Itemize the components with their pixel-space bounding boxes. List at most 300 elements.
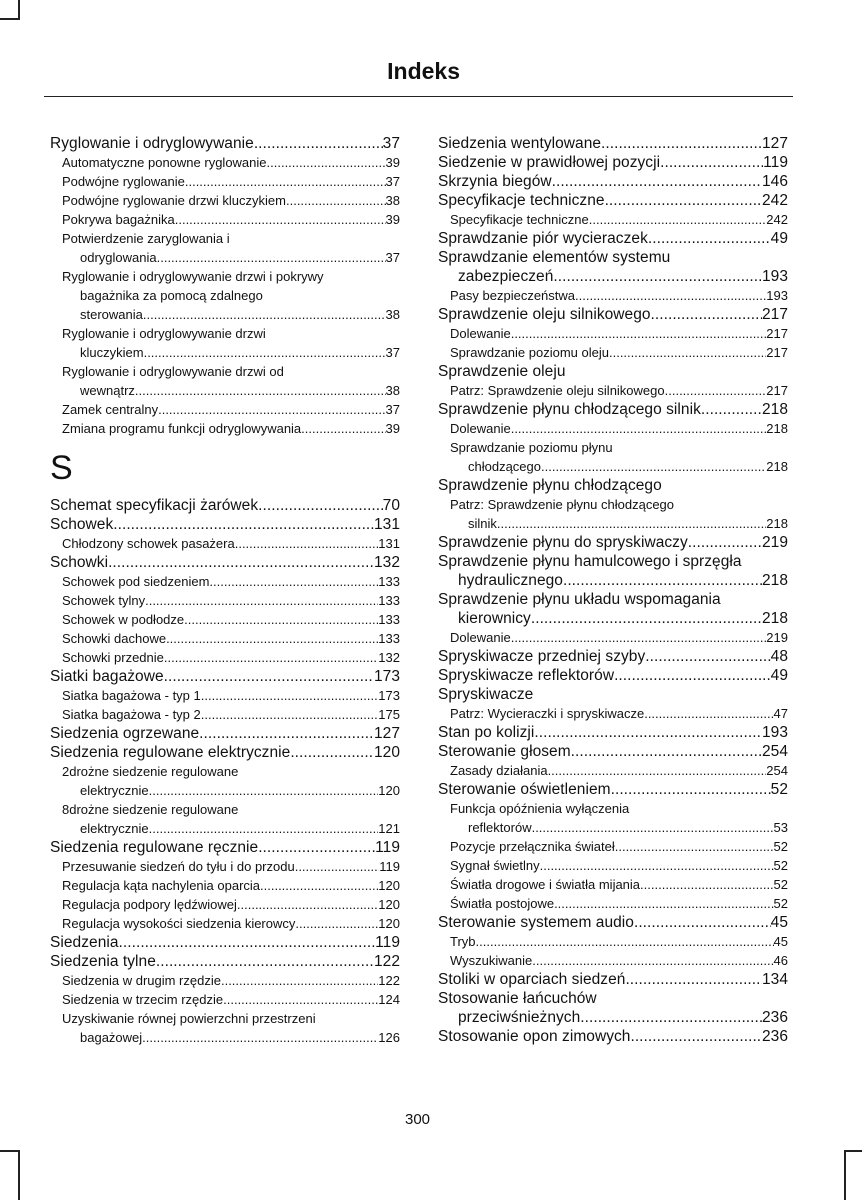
entry-page-number: 133 xyxy=(378,574,400,589)
dot-leader xyxy=(532,951,773,970)
entry-label: Stosowanie opon zimowych xyxy=(438,1028,631,1045)
index-subentry xyxy=(50,286,400,305)
index-column-right xyxy=(438,134,788,1046)
entry-page-number: 120 xyxy=(373,744,400,761)
index-entry xyxy=(438,533,788,552)
entry-label: bagażowej xyxy=(80,1030,143,1045)
dot-leader xyxy=(157,248,386,267)
index-entry xyxy=(438,685,788,704)
index-subentry xyxy=(50,210,400,229)
dot-leader xyxy=(552,172,762,191)
dot-leader xyxy=(611,780,771,799)
index-subentry xyxy=(438,343,788,362)
index-subentry xyxy=(50,781,400,800)
dot-leader xyxy=(166,629,378,648)
index-subentry xyxy=(50,648,400,667)
entry-label: silnik xyxy=(468,516,497,531)
dot-leader xyxy=(145,591,378,610)
entry-label: kierownicy xyxy=(458,610,531,627)
entry-page-number: 218 xyxy=(766,459,788,474)
entry-page-number: 45 xyxy=(773,934,788,949)
entry-page-number: 70 xyxy=(382,497,400,514)
dot-leader xyxy=(143,305,386,324)
index-subentry xyxy=(50,191,400,210)
entry-label: Zasady działania xyxy=(450,763,548,778)
entry-page-number: 47 xyxy=(773,706,788,721)
index-subentry xyxy=(438,799,788,818)
index-section-letter: S xyxy=(50,449,73,487)
entry-label: Sprawdzanie elementów systemu xyxy=(438,249,671,266)
entry-label: Schowki dachowe xyxy=(62,631,167,646)
entry-page-number: 175 xyxy=(378,707,400,722)
dot-leader xyxy=(534,723,762,742)
index-subentry xyxy=(50,267,400,286)
dot-leader xyxy=(634,913,771,932)
entry-page-number: 120 xyxy=(378,878,400,893)
entry-label: Patrz: Sprawdzenie płynu chłodzącego xyxy=(450,497,675,512)
dot-leader xyxy=(108,553,374,572)
dot-leader xyxy=(511,419,767,438)
index-subentry xyxy=(50,229,400,248)
page-number: 300 xyxy=(405,1111,431,1128)
entry-label: Spryskiwacze przedniej szyby xyxy=(438,648,646,665)
index-subentry xyxy=(438,457,788,476)
dot-leader xyxy=(614,666,771,685)
header-rule xyxy=(44,96,793,97)
index-entry xyxy=(438,1027,788,1046)
entry-label: Sprawdzanie poziomu oleju xyxy=(450,345,609,360)
index-entry xyxy=(438,609,788,628)
entry-label: Podwójne ryglowanie xyxy=(62,174,185,189)
entry-label: Schowek pod siedzeniem xyxy=(62,574,210,589)
entry-label: Sprawdzenie płynu układu wspomagania xyxy=(438,591,721,608)
entry-label: Schowek xyxy=(50,516,114,533)
index-subentry xyxy=(50,819,400,838)
entry-page-number: 217 xyxy=(766,326,788,341)
index-subentry xyxy=(50,610,400,629)
entry-page-number: 37 xyxy=(385,174,400,189)
entry-page-number: 37 xyxy=(385,345,400,360)
entry-label: Zamek centralny xyxy=(62,402,159,417)
index-entry xyxy=(50,667,400,686)
dot-leader xyxy=(665,381,767,400)
dot-leader xyxy=(645,647,770,666)
entry-label: Funkcja opóźnienia wyłączenia xyxy=(450,801,630,816)
dot-leader xyxy=(156,952,374,971)
crop-mark-top-left-horizontal xyxy=(0,18,20,20)
dot-leader xyxy=(149,819,379,838)
index-subentry xyxy=(438,438,788,457)
index-entry xyxy=(50,515,400,534)
entry-label: Siedzenia w trzecim rzędzie xyxy=(62,992,224,1007)
dot-leader xyxy=(531,609,762,628)
entry-page-number: 127 xyxy=(761,135,788,152)
entry-page-number: 173 xyxy=(378,688,400,703)
index-entry xyxy=(438,571,788,590)
entry-label: Światła postojowe xyxy=(450,896,555,911)
entry-page-number: 131 xyxy=(378,536,400,551)
entry-page-number: 52 xyxy=(773,877,788,892)
entry-page-number: 133 xyxy=(378,631,400,646)
entry-page-number: 218 xyxy=(761,572,788,589)
index-entry xyxy=(438,476,788,495)
entry-label: Schemat specyfikacji żarówek xyxy=(50,497,259,514)
entry-page-number: 133 xyxy=(378,612,400,627)
index-entry xyxy=(438,666,788,685)
entry-label: Sprawdzanie poziomu płynu xyxy=(450,440,613,455)
entry-label: Regulacja podpory lędźwiowej xyxy=(62,897,237,912)
dot-leader xyxy=(571,742,762,761)
entry-label: hydraulicznego xyxy=(458,572,563,589)
dot-leader xyxy=(260,876,378,895)
entry-page-number: 37 xyxy=(382,135,400,152)
index-subentry xyxy=(50,857,400,876)
index-entry xyxy=(438,970,788,989)
dot-leader xyxy=(258,838,375,857)
entry-label: Automatyczne ponowne ryglowanie xyxy=(62,155,267,170)
entry-label: Skrzynia biegów xyxy=(438,173,552,190)
entry-label: kluczykiem xyxy=(80,345,144,360)
dot-leader xyxy=(164,667,374,686)
entry-page-number: 124 xyxy=(378,992,400,1007)
dot-leader xyxy=(235,534,379,553)
dot-leader xyxy=(688,533,762,552)
index-subentry xyxy=(438,761,788,780)
entry-label: Siedzenia regulowane ręcznie xyxy=(50,839,259,856)
index-entry xyxy=(438,913,788,932)
entry-page-number: 217 xyxy=(766,345,788,360)
dot-leader xyxy=(149,781,379,800)
dot-leader xyxy=(580,1008,762,1027)
entry-label: Stan po kolizji xyxy=(438,724,535,741)
dot-leader xyxy=(625,970,762,989)
index-entry xyxy=(50,743,400,762)
entry-label: Sprawdzenie płynu do spryskiwaczy xyxy=(438,534,688,551)
entry-page-number: 52 xyxy=(773,858,788,873)
index-entry xyxy=(438,191,788,210)
entry-label: Światła drogowe i światła mijania xyxy=(450,877,641,892)
dot-leader xyxy=(532,818,774,837)
index-subentry xyxy=(50,629,400,648)
index-entry xyxy=(438,362,788,381)
index-subentry xyxy=(50,990,400,1009)
dot-leader xyxy=(575,286,766,305)
dot-leader xyxy=(237,895,378,914)
entry-label: Siedzenia regulowane elektrycznie xyxy=(50,744,291,761)
index-entry xyxy=(438,780,788,799)
index-entry xyxy=(50,933,400,952)
dot-leader xyxy=(511,324,767,343)
entry-label: Sterowanie oświetleniem xyxy=(438,781,611,798)
dot-leader xyxy=(615,837,774,856)
entry-label: chłodzącego xyxy=(468,459,541,474)
dot-leader xyxy=(223,990,378,1009)
index-entry xyxy=(438,248,788,267)
entry-page-number: 39 xyxy=(385,212,400,227)
entry-page-number: 121 xyxy=(378,821,400,836)
index-subentry xyxy=(50,895,400,914)
entry-label: Sterowanie systemem audio xyxy=(438,914,634,931)
dot-leader xyxy=(184,610,378,629)
index-subentry xyxy=(50,914,400,933)
index-entry xyxy=(438,590,788,609)
dot-leader xyxy=(142,1028,378,1047)
entry-label: Schowek tylny xyxy=(62,593,146,608)
entry-page-number: 38 xyxy=(385,307,400,322)
entry-page-number: 134 xyxy=(761,971,788,988)
entry-page-number: 49 xyxy=(770,230,788,247)
entry-label: Pasy bezpieczeństwa xyxy=(450,288,576,303)
entry-page-number: 39 xyxy=(385,155,400,170)
dot-leader xyxy=(295,857,380,876)
entry-page-number: 193 xyxy=(761,268,788,285)
dot-leader xyxy=(258,496,383,515)
dot-leader xyxy=(201,686,379,705)
entry-label: 8drożne siedzenie regulowane xyxy=(62,802,239,817)
entry-label: Uzyskiwanie równej powierzchni przestrzeni xyxy=(62,1011,316,1026)
entry-page-number: 38 xyxy=(385,193,400,208)
entry-label: odryglowania xyxy=(80,250,157,265)
index-entry xyxy=(438,229,788,248)
dot-leader xyxy=(640,875,774,894)
entry-label: Ryglowanie i odryglowywanie drzwi od xyxy=(62,364,284,379)
entry-page-number: 236 xyxy=(761,1028,788,1045)
index-entry xyxy=(438,267,788,286)
entry-label: Podwójne ryglowanie drzwi kluczykiem xyxy=(62,193,286,208)
entry-label: Schowki xyxy=(50,554,109,571)
entry-page-number: 127 xyxy=(373,725,400,742)
entry-page-number: 146 xyxy=(761,173,788,190)
index-entry xyxy=(438,400,788,419)
entry-page-number: 236 xyxy=(761,1009,788,1026)
entry-label: Sprawdzenie płynu chłodzącego xyxy=(438,477,662,494)
dot-leader xyxy=(209,572,378,591)
dot-leader xyxy=(286,191,386,210)
entry-page-number: 173 xyxy=(373,668,400,685)
entry-label: Siedzenia xyxy=(50,934,119,951)
entry-label: Siatka bagażowa - typ 2 xyxy=(62,707,201,722)
index-subentry xyxy=(438,419,788,438)
index-subentry xyxy=(50,343,400,362)
entry-page-number: 217 xyxy=(766,383,788,398)
dot-leader xyxy=(290,743,374,762)
entry-label: Patrz: Sprawdzenie oleju silnikowego xyxy=(450,383,665,398)
index-entry xyxy=(438,742,788,761)
index-subentry xyxy=(50,172,400,191)
index-subentry xyxy=(50,876,400,895)
entry-label: Siatki bagażowe xyxy=(50,668,164,685)
entry-page-number: 120 xyxy=(378,916,400,931)
dot-leader xyxy=(701,400,762,419)
entry-page-number: 219 xyxy=(761,534,788,551)
dot-leader xyxy=(119,933,376,952)
entry-label: Spryskiwacze xyxy=(438,686,534,703)
dot-leader xyxy=(301,419,385,438)
dot-leader xyxy=(175,210,386,229)
entry-label: Dolewanie xyxy=(450,326,511,341)
index-subentry xyxy=(50,419,400,438)
entry-page-number: 218 xyxy=(766,516,788,531)
dot-leader xyxy=(144,343,386,362)
index-subentry xyxy=(438,837,788,856)
dot-leader xyxy=(644,704,773,723)
entry-label: Siedzenia tylne xyxy=(50,953,156,970)
index-subentry xyxy=(50,705,400,724)
index-subentry xyxy=(50,305,400,324)
entry-label: Ryglowanie i odryglowywanie drzwi xyxy=(62,326,266,341)
dot-leader xyxy=(295,914,378,933)
entry-label: Siedzenie w prawidłowej pozycji xyxy=(438,154,661,171)
entry-label: wewnątrz xyxy=(80,383,135,398)
dot-leader xyxy=(541,457,766,476)
dot-leader xyxy=(511,628,767,647)
dot-leader xyxy=(164,648,378,667)
entry-label: Regulacja wysokości siedzenia kierowcy xyxy=(62,916,296,931)
entry-page-number: 217 xyxy=(761,306,788,323)
entry-label: Spryskiwacze reflektorów xyxy=(438,667,615,684)
dot-leader xyxy=(158,400,385,419)
index-entry xyxy=(50,838,400,857)
index-subentry xyxy=(50,400,400,419)
entry-label: Regulacja kąta nachylenia oparcia xyxy=(62,878,261,893)
entry-page-number: 38 xyxy=(385,383,400,398)
entry-page-number: 37 xyxy=(385,250,400,265)
entry-label: Stoliki w oparciach siedzeń xyxy=(438,971,626,988)
entry-label: 2drożne siedzenie regulowane xyxy=(62,764,239,779)
dot-leader xyxy=(609,343,766,362)
entry-label: Siedzenia w drugim rzędzie xyxy=(62,973,221,988)
entry-label: Schowek w podłodze xyxy=(62,612,185,627)
entry-label: Pozycje przełącznika świateł xyxy=(450,839,615,854)
entry-page-number: 122 xyxy=(373,953,400,970)
entry-label: Chłodzony schowek pasażera xyxy=(62,536,235,551)
index-subentry xyxy=(438,495,788,514)
entry-label: Stosowanie łańcuchów xyxy=(438,990,597,1007)
index-entry xyxy=(438,647,788,666)
entry-page-number: 120 xyxy=(378,783,400,798)
entry-page-number: 119 xyxy=(763,154,788,171)
entry-label: Sprawdzenie płynu chłodzącego silnik xyxy=(438,401,701,418)
dot-leader xyxy=(267,153,386,172)
entry-page-number: 119 xyxy=(379,859,400,874)
crop-mark-bottom-right-vertical xyxy=(844,1150,846,1200)
entry-label: Sprawdzenie oleju xyxy=(438,363,566,380)
index-subentry xyxy=(438,286,788,305)
dot-leader xyxy=(553,267,762,286)
entry-page-number: 218 xyxy=(766,421,788,436)
index-entry xyxy=(438,153,788,172)
entry-page-number: 122 xyxy=(378,973,400,988)
entry-page-number: 52 xyxy=(773,896,788,911)
entry-page-number: 131 xyxy=(373,516,400,533)
entry-page-number: 53 xyxy=(773,820,788,835)
entry-label: Zmiana programu funkcji odryglowywania xyxy=(62,421,302,436)
entry-page-number: 120 xyxy=(378,897,400,912)
index-subentry xyxy=(50,534,400,553)
index-subentry xyxy=(50,381,400,400)
entry-label: zabezpieczeń xyxy=(458,268,554,285)
entry-label: Sprawdzanie piór wycieraczek xyxy=(438,230,648,247)
entry-page-number: 242 xyxy=(766,212,788,227)
entry-page-number: 48 xyxy=(770,648,788,665)
dot-leader xyxy=(651,305,762,324)
index-entry xyxy=(438,305,788,324)
index-subentry xyxy=(50,362,400,381)
entry-label: Potwierdzenie zaryglowania i xyxy=(62,231,230,246)
entry-page-number: 45 xyxy=(770,914,788,931)
crop-mark-top-left-vertical xyxy=(18,0,20,18)
entry-page-number: 119 xyxy=(375,934,400,951)
index-entry xyxy=(50,553,400,572)
index-subentry xyxy=(438,875,788,894)
entry-label: Schowki przednie xyxy=(62,650,164,665)
entry-label: elektrycznie xyxy=(80,821,149,836)
dot-leader xyxy=(199,724,374,743)
entry-label: Siedzenia ogrzewane xyxy=(50,725,200,742)
index-entry xyxy=(50,134,400,153)
index-subentry xyxy=(438,951,788,970)
entry-label: Ryglowanie i odryglowywanie xyxy=(50,135,254,152)
entry-label: Tryb xyxy=(450,934,476,949)
crop-mark-bottom-right-horizontal xyxy=(844,1150,862,1152)
index-subentry xyxy=(50,591,400,610)
index-subentry xyxy=(50,971,400,990)
entry-label: Sygnał świetlny xyxy=(450,858,540,873)
index-entry xyxy=(438,134,788,153)
index-subentry xyxy=(438,894,788,913)
entry-label: elektrycznie xyxy=(80,783,149,798)
entry-label: reflektorów xyxy=(468,820,532,835)
entry-page-number: 126 xyxy=(378,1030,400,1045)
index-subentry xyxy=(438,381,788,400)
entry-label: Pokrywa bagażnika xyxy=(62,212,175,227)
index-entry xyxy=(438,552,788,571)
dot-leader xyxy=(630,1027,762,1046)
index-subentry xyxy=(438,818,788,837)
entry-page-number: 193 xyxy=(761,724,788,741)
dot-leader xyxy=(601,134,762,153)
index-entry xyxy=(50,952,400,971)
entry-page-number: 218 xyxy=(761,401,788,418)
entry-label: sterowania xyxy=(80,307,143,322)
entry-label: Dolewanie xyxy=(450,630,511,645)
index-subentry xyxy=(438,856,788,875)
dot-leader xyxy=(221,971,378,990)
index-subentry xyxy=(50,572,400,591)
entry-page-number: 254 xyxy=(761,743,788,760)
index-subentry xyxy=(50,762,400,781)
entry-page-number: 193 xyxy=(766,288,788,303)
index-subentry xyxy=(50,153,400,172)
entry-label: Siedzenia wentylowane xyxy=(438,135,602,152)
index-subentry xyxy=(438,628,788,647)
index-subentry xyxy=(50,800,400,819)
entry-page-number: 133 xyxy=(378,593,400,608)
dot-leader xyxy=(660,153,763,172)
index-subentry xyxy=(50,248,400,267)
index-subentry xyxy=(50,686,400,705)
page-title: Indeks xyxy=(387,58,460,84)
entry-page-number: 219 xyxy=(766,630,788,645)
dot-leader xyxy=(201,705,379,724)
index-entry xyxy=(438,172,788,191)
index-subentry xyxy=(438,932,788,951)
dot-leader xyxy=(135,381,386,400)
dot-leader xyxy=(185,172,386,191)
dot-leader xyxy=(589,210,767,229)
entry-page-number: 37 xyxy=(385,402,400,417)
entry-label: Specyfikacje techniczne xyxy=(450,212,589,227)
